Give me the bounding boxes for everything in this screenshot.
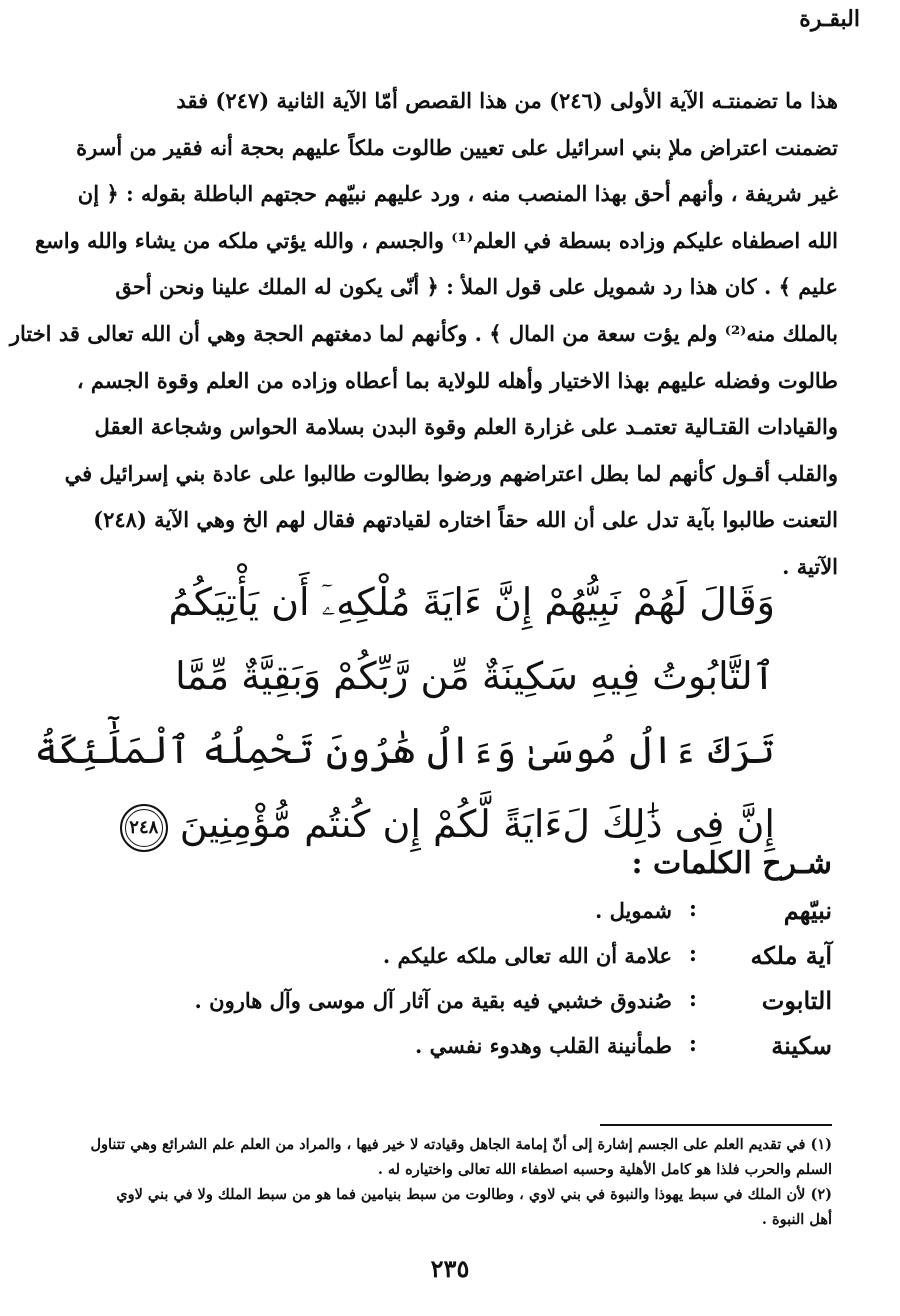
verse-line: وَقَالَ لَهُمْ نَبِيُّهُمْ إِنَّ ءَايَةَ مُلْكِهِۦٓ أَن يَأْتِيَكُمُ: [168, 580, 775, 624]
commentary-line: الله اصطفاه عليكم وزاده بسطة في العلم⁽¹⁾ والجسم ، والله يؤتي ملكه من يشاء والله واسع: [34, 227, 838, 253]
surah-header-title: البقـرة: [799, 6, 860, 32]
glossary-list: [72, 896, 832, 1076]
commentary-line: تضمنت اعتراض ملإ بني اسرائيل على تعيين طالوت ملكاً عليهم بحجة أنه فقير من أسرة: [76, 134, 838, 160]
commentary-line: عليم ﴾ . كان هذا رد شمويل على قول الملأ : ﴿ أنّى يكون له الملك علينا ونحن أحق: [115, 274, 838, 300]
glossary-colon: :: [688, 986, 697, 1012]
verse-line: تَرَكَ ءَالُ مُوسَىٰ وَءَالُ هَٰرُونَ تَحْمِلُهُ ٱلْمَلَٰٓئِكَةُ: [34, 728, 775, 772]
verse-line-text: إِنَّ فِى ذَٰلِكَ لَءَايَةً لَّكُمْ إِن كُنتُم مُّؤْمِنِينَ: [179, 802, 775, 846]
glossary-term: سكينة: [771, 1031, 832, 1060]
commentary-line: والقيادات القتـالية تعتمـد على غزارة العلم وقوة البدن بسلامة الحواس وشجاعة العقل: [94, 414, 838, 440]
footnote-line: السلم والحرب فلذا هو كامل الأهلية وحسبه اصطفاء الله تعالى واختياره له .: [377, 1161, 832, 1178]
verse-line: ٱلتَّابُوتُ فِيهِ سَكِينَةٌ مِّن رَّبِّكُمْ وَبَقِيَّةٌ مِّمَّا: [175, 654, 775, 698]
commentary-line: هذا ما تضمنتـه الآية الأولى (٢٤٦) من هذا القصص أمّا الآية الثانية (٢٤٧) فقد: [176, 88, 838, 113]
page-number: ٢٣٥: [430, 1254, 470, 1283]
glossary-definition: طمأنينة القلب وهدوء نفسي .: [415, 1033, 672, 1058]
glossary-item: [72, 1031, 832, 1076]
commentary-line: طالوت وفضله عليهم بهذا الاختيار وأهله للولاية بما أعطاه وزاده من العلم وقوة الجسم ،: [76, 367, 838, 393]
glossary-term: نبيّهم: [783, 896, 832, 925]
glossary-definition: علامة أن الله تعالى ملكه عليكم .: [382, 943, 672, 968]
glossary-definition: صُندوق خشبي فيه بقية من آثار آل موسى وآل هارون .: [194, 988, 672, 1013]
glossary-item: [72, 941, 832, 986]
commentary-line: بالملك منه⁽²⁾ ولم يؤت سعة من المال ﴾ . وكأنهم لما دمغتهم الحجة وهي أن الله تعالى قد اختار: [9, 320, 838, 346]
footnote-line: (٢) لأن الملك في سبط يهوذا والنبوة في بني لاوي ، وطالوت من سبط بنيامين فما هو من سبط الملك ولا في بني لاوي: [116, 1186, 832, 1203]
footnote-line: (١) في تقديم العلم على الجسم إشارة إلى أنّ إمامة الجاهل وقيادته لا خير فيها ، والمراد من العلم علم الشرائع وهي تتناول: [90, 1136, 832, 1153]
commentary-paragraph: [9, 78, 838, 591]
quran-verse-block: [34, 565, 775, 861]
glossary-colon: :: [688, 1031, 697, 1057]
glossary-heading: شـرح الكلمات :: [631, 846, 832, 881]
footnote-divider: [600, 1124, 832, 1126]
commentary-line: والقلب أقـول كأنهم لما بطل اعتراضهم ورضوا بطالوت طالبوا على عادة بني إسرائيل في: [64, 460, 838, 486]
ayah-number-marker: ٢٤٨: [120, 804, 168, 852]
glossary-item: [72, 986, 832, 1031]
commentary-line: غير شريفة ، وأنهم أحق بهذا المنصب منه ، ورد عليهم نبيّهم حجتهم الباطلة بقوله : ﴿ إن: [77, 181, 838, 207]
commentary-line: الآتية .: [782, 553, 838, 579]
commentary-line: التعنت طالبوا بآية تدل على أن الله حقاً اختاره لقيادتهم فقال لهم الخ وهي الآية (٢٤٨): [93, 507, 838, 533]
glossary-item: [72, 896, 832, 941]
glossary-definition: شمويل .: [595, 898, 672, 923]
footnotes: [62, 1132, 832, 1232]
footnote-line: أهل النبوة .: [761, 1211, 832, 1228]
glossary-term: التابوت: [761, 986, 832, 1015]
glossary-colon: :: [688, 896, 697, 922]
glossary-term: آية ملكه: [750, 941, 832, 970]
glossary-colon: :: [688, 941, 697, 967]
